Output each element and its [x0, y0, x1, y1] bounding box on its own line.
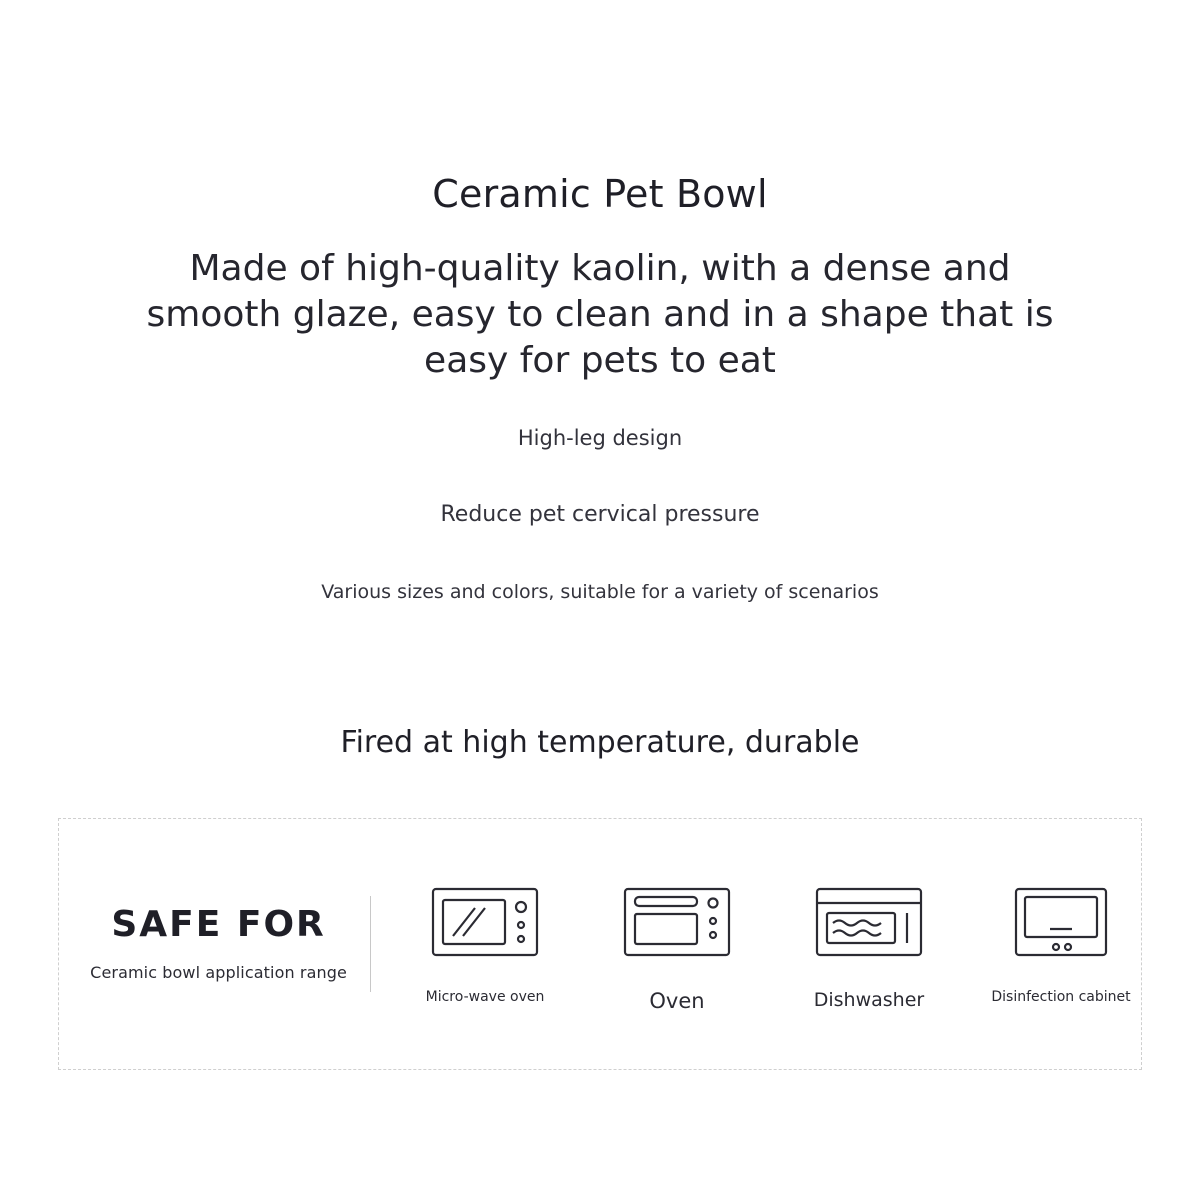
headline-block: [0, 0, 1200, 384]
safe-for-caption-dishwasher: Dishwasher: [813, 989, 925, 1011]
feature-text-1: High-leg design: [517, 425, 683, 450]
safe-for-title: SAFE FOR: [111, 903, 326, 945]
safe-for-item-oven: [597, 875, 757, 1013]
safe-for-label-group: [81, 903, 366, 982]
safe-for-item-microwave: [405, 875, 565, 1005]
safe-for-caption-microwave: Micro-wave oven: [425, 989, 545, 1005]
safe-for-caption-oven: Oven: [649, 989, 705, 1013]
oven-icon: [597, 875, 757, 971]
feature-text-3: Various sizes and colors, suitable for a variety of scenarios: [321, 580, 879, 603]
durability-heading: Fired at high temperature, durable: [340, 724, 860, 760]
safe-for-item-disinfection: [981, 875, 1141, 1005]
safe-for-caption-disinfection: Disinfection cabinet: [991, 989, 1131, 1005]
microwave-oven-icon: [405, 875, 565, 971]
safe-for-icons-row: [405, 875, 1141, 1013]
page-title: Ceramic Pet Bowl: [432, 172, 768, 216]
safe-for-subtitle: Ceramic bowl application range: [90, 962, 347, 982]
page-subtitle: Made of high-quality kaolin, with a dense and smooth glaze, easy to clean and in a shape that is easy for pets to eat: [146, 247, 1054, 381]
vertical-divider: [370, 896, 371, 992]
dishwasher-icon: [789, 875, 949, 971]
feature-text-2: Reduce pet cervical pressure: [440, 501, 760, 527]
safe-for-panel: [58, 818, 1142, 1070]
disinfection-cabinet-icon: [981, 875, 1141, 971]
safe-for-item-dishwasher: [789, 875, 949, 1011]
